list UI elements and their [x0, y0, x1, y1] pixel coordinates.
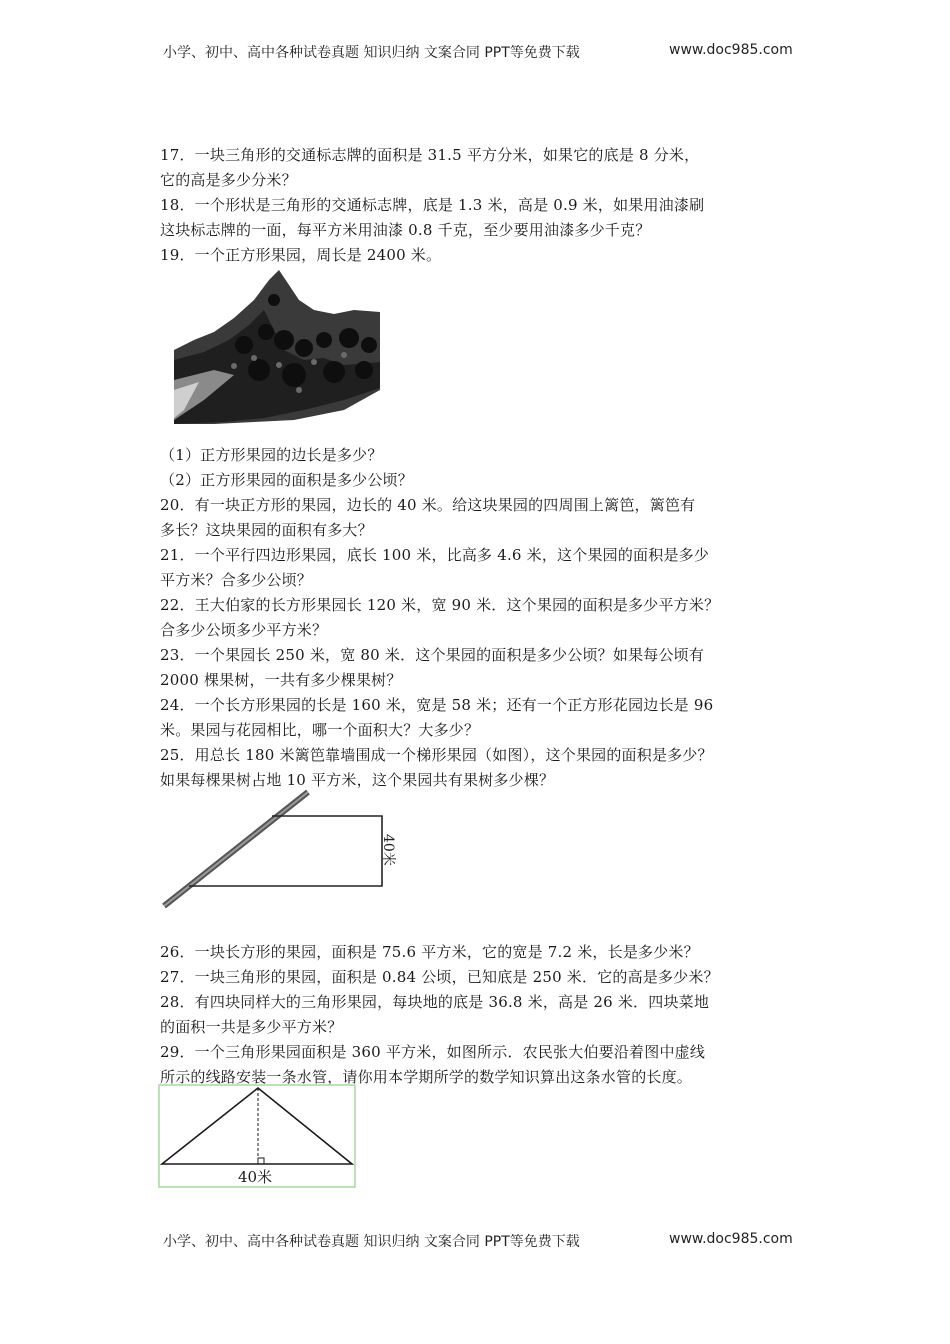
- question-line: 如果每棵果树占地 10 平方米，这个果园共有果树多少棵？: [160, 771, 555, 789]
- question-line: 24．一个长方形果园的长是 160 米，宽是 58 米；还有一个正方形花园边长是 96: [160, 696, 714, 714]
- question-line: 米。果园与花园相比，哪一个面积大？大多少？: [160, 721, 480, 739]
- question-line: 多长？这块果园的面积有多大？: [160, 521, 373, 539]
- question-line: 21．一个平行四边形果园，底长 100 米，比高多 4.6 米，这个果园的面积是多少: [160, 546, 710, 564]
- question-line: 所示的线路安装一条水管，请你用本学期所学的数学知识算出这条水管的长度。: [160, 1068, 693, 1086]
- question-line: 平方米？合多少公顷？: [160, 571, 313, 589]
- header-url[interactable]: www.doc985.com: [669, 42, 793, 58]
- question-line: 的面积一共是多少平方米？: [160, 1018, 343, 1036]
- question-line: 29．一个三角形果园面积是 360 平方米，如图所示．农民张大伯要沿着图中虚线: [160, 1043, 706, 1061]
- question-line: 25．用总长 180 米篱笆靠墙围成一个梯形果园（如图），这个果园的面积是多少？: [160, 746, 713, 764]
- right-angle-mark: [258, 1158, 264, 1164]
- question-line: 26．一块长方形的果园，面积是 75.6 平方米，它的宽是 7.2 米，长是多少米？: [160, 943, 699, 961]
- triangle-figure: [158, 1084, 356, 1188]
- trapezoid-label: 40米: [380, 834, 396, 866]
- question-19: [160, 243, 800, 268]
- fence-outline: [189, 816, 382, 886]
- question-line: 18．一个形状是三角形的交通标志牌，底是 1.3 米，高是 0.9 米，如果用油漆刷: [160, 196, 705, 214]
- question-line: 19．一个正方形果园，周长是 2400 米。: [160, 246, 442, 264]
- question-line: 27．一块三角形的果园，面积是 0.84 公顷，已知底是 250 米．它的高是多少米？: [160, 968, 719, 986]
- footer-url[interactable]: www.doc985.com: [669, 1231, 793, 1247]
- triangle-label: 40米: [238, 1168, 273, 1186]
- orchard-photo: [174, 270, 380, 424]
- question-line: 这块标志牌的一面，每平方米用油漆 0.8 千克，至少要用油漆多少千克？: [160, 221, 651, 239]
- question-line: （1）正方形果园的边长是多少？: [160, 446, 383, 464]
- question-17: [160, 143, 800, 193]
- question-line: 23．一个果园长 250 米，宽 80 米．这个果园的面积是多少公顷？如果每公顷有: [160, 646, 705, 664]
- question-line: 22．王大伯家的长方形果园长 120 米，宽 90 米．这个果园的面积是多少平方米？: [160, 596, 720, 614]
- question-18: [160, 193, 800, 243]
- question-line: 它的高是多少分米？: [160, 171, 297, 189]
- footer-text: 小学、初中、高中各种试卷真题 知识归纳 文案合同 PPT等免费下载: [163, 1234, 580, 1250]
- header-text: 小学、初中、高中各种试卷真题 知识归纳 文案合同 PPT等免费下载: [163, 45, 580, 61]
- question-line: 20．有一块正方形的果园，边长的 40 米。给这块果园的四周围上篱笆，篱笆有: [160, 496, 696, 514]
- question-line: 合多少公顷多少平方米？: [160, 621, 328, 639]
- trapezoid-figure: [158, 786, 396, 912]
- question-line: 17．一块三角形的交通标志牌的面积是 31.5 平方分米，如果它的底是 8 分米，: [160, 146, 700, 164]
- question-line: 28．有四块同样大的三角形果园，每块地的底是 36.8 米，高是 26 米．四块菜地: [160, 993, 710, 1011]
- questions-26-29: [160, 940, 800, 1090]
- question-19-subquestions: [160, 443, 800, 493]
- question-line: （2）正方形果园的面积是多少公顷？: [160, 471, 413, 489]
- question-line: 2000 棵果树，一共有多少棵果树？: [160, 671, 402, 689]
- triangle-outline: [162, 1088, 352, 1164]
- questions-20-25: [160, 493, 800, 793]
